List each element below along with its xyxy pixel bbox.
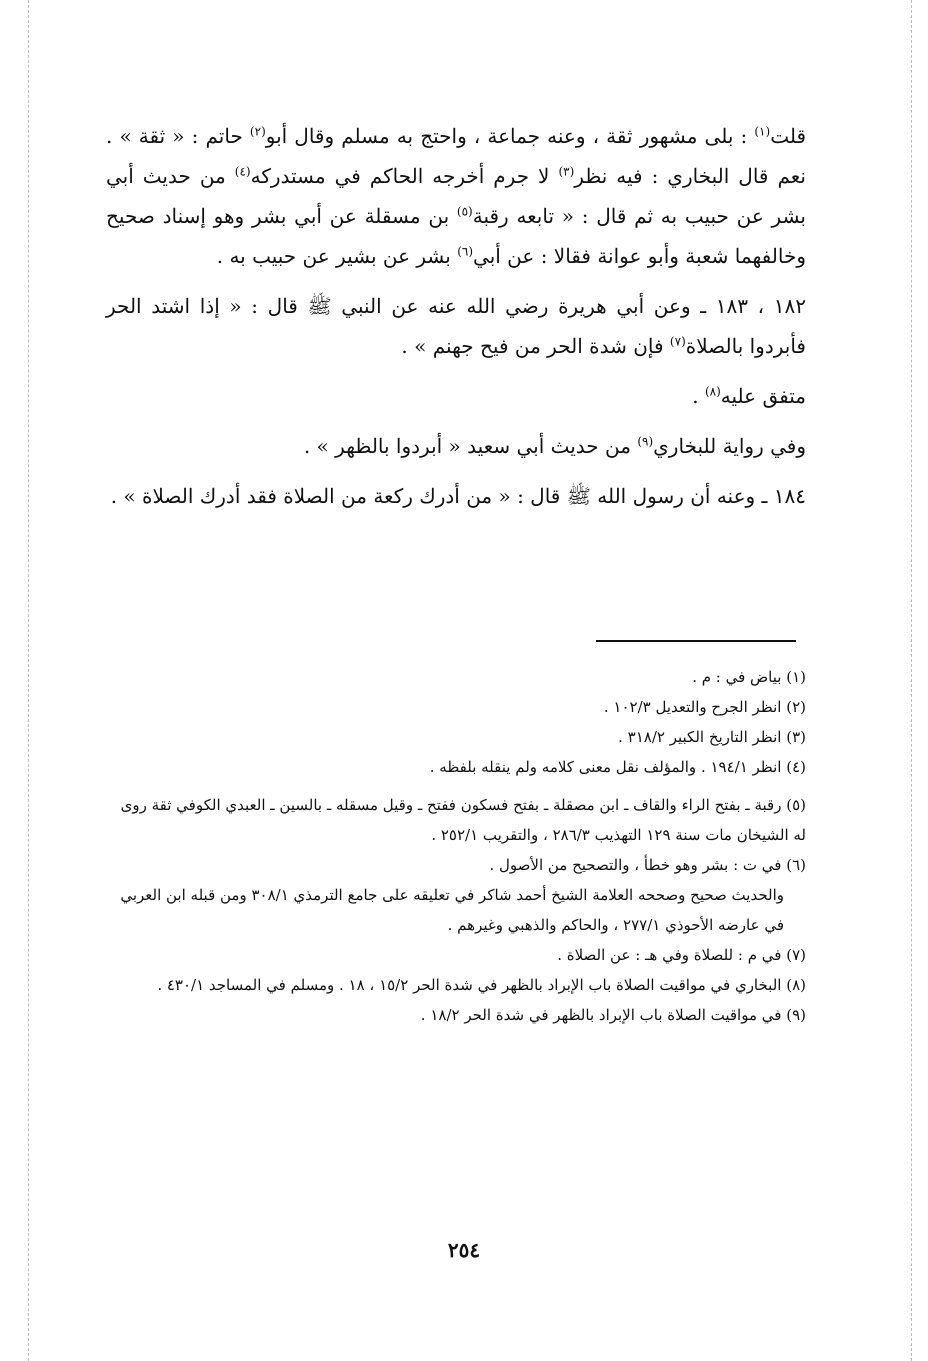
text-run: ١٨٢ ، ١٨٣ ـ وعن أبي هريرة رضي الله عنه عن النبي ﷺ قال : « إذا اشتد الحر فأبردوا بالصلاة: [106, 294, 806, 358]
footnote-ref[interactable]: (٥): [456, 204, 473, 219]
footnote-ref[interactable]: (٤): [234, 164, 251, 179]
footnote-ref[interactable]: (٧): [669, 334, 686, 349]
scan-edge-left: [28, 0, 29, 1361]
footnote-8: (٨) البخاري في مواقيت الصلاة باب الإبراد بالظهر في شدة الحر ١٥/٢ ، ١٨ . ومسلم في المساجد ٤٣٠/١ .: [157, 976, 806, 994]
text-run: بشر عن بشير عن حبيب به .: [216, 244, 458, 268]
footnote-2: (٢) انظر الجرح والتعديل ١٠٢/٣ .: [603, 698, 806, 716]
paragraph-bukhari-narration: [106, 426, 806, 466]
footnote-1: (١) بياض في : م .: [692, 668, 806, 686]
scan-edge-right: [911, 0, 912, 1361]
paragraph-hadith-184: [106, 476, 806, 516]
footnote-ref[interactable]: (٣): [558, 164, 575, 179]
text-run: ١٨٤ ـ وعنه أن رسول الله ﷺ قال : « من أدرك ركعة من الصلاة فقد أدرك الصلاة » .: [110, 484, 806, 508]
paragraph-1: [106, 116, 806, 276]
paragraph-hadith-182-183: [106, 286, 806, 366]
text-run: قلت: [770, 124, 807, 148]
page-number: ٢٥٤: [447, 1238, 481, 1262]
footnote-5: (٥) رقبة ـ بفتح الراء والقاف ـ ابن مصقلة ـ بفتح فسكون ففتح ـ وقيل مسقله ـ بالسين ـ العبدي الكوفي ثقة روى له الشيخان مات سنة ١٢٩ التهذيب ٢٨٦/٣ ، والتقريب ٢٥٢/١ .: [120, 796, 806, 844]
text-run: لا جرم أخرجه الحاكم في مستدركه: [250, 164, 559, 188]
text-run: من حديث أبي بشر عن حبيب به ثم قال : « تابعه رقبة: [106, 164, 806, 228]
footnotes: [106, 662, 806, 1030]
footnote-ref[interactable]: (١): [754, 124, 771, 139]
footnote-9: (٩) في مواقيت الصلاة باب الإبراد بالظهر في شدة الحر ١٨/٢ .: [420, 1006, 806, 1024]
footnote-6-continued: والحديث صحيح وصححه العلامة الشيخ أحمد شاكر في تعليقه على جامع الترمذي ٣٠٨/١ ومن قبله ابن العربي في عارضه الأحوذي ٢٧٧/١ ، والحاكم والذهبي وغيرهم .: [120, 886, 784, 934]
text-run: من حديث أبي سعيد « أبردوا بالظهر » .: [303, 434, 638, 458]
text-run: : بلى مشهور ثقة ، وعنه جماعة ، واحتج به مسلم وقال أبو: [265, 124, 755, 148]
footnote-ref[interactable]: (٩): [637, 434, 654, 449]
text-run: بن مسقلة عن أبي بشر وهو إسناد صحيح وخالفهما شعبة وأبو عوانة فقالا : عن أبي: [106, 204, 806, 268]
footnote-ref[interactable]: (٦): [457, 244, 474, 259]
text-run: متفق عليه: [720, 384, 806, 408]
footnote-6: (٦) في ت : بشر وهو خطأ ، والتصحيح من الأصول .: [489, 856, 806, 874]
text-run: حاتم : « ثقة » . نعم قال البخاري : فيه نظر: [106, 124, 806, 188]
footnote-ref[interactable]: (٢): [249, 124, 266, 139]
footnote-7: (٧) في م : للصلاة وفي هـ : عن الصلاة .: [557, 946, 806, 964]
main-text: [106, 116, 806, 526]
text-run: وفي رواية للبخاري: [653, 434, 806, 458]
footnote-divider: [596, 640, 796, 642]
text-run: فإن شدة الحر من فيح جهنم » .: [401, 334, 670, 358]
paragraph-agreed: [106, 376, 806, 416]
footnote-4: (٤) انظر ١٩٤/١ . والمؤلف نقل معنى كلامه ولم ينقله بلفظه .: [429, 758, 806, 776]
footnote-ref[interactable]: (٨): [704, 384, 721, 399]
text-run: .: [692, 384, 705, 408]
footnote-3: (٣) انظر التاريخ الكبير ٣١٨/٢ .: [618, 728, 806, 746]
